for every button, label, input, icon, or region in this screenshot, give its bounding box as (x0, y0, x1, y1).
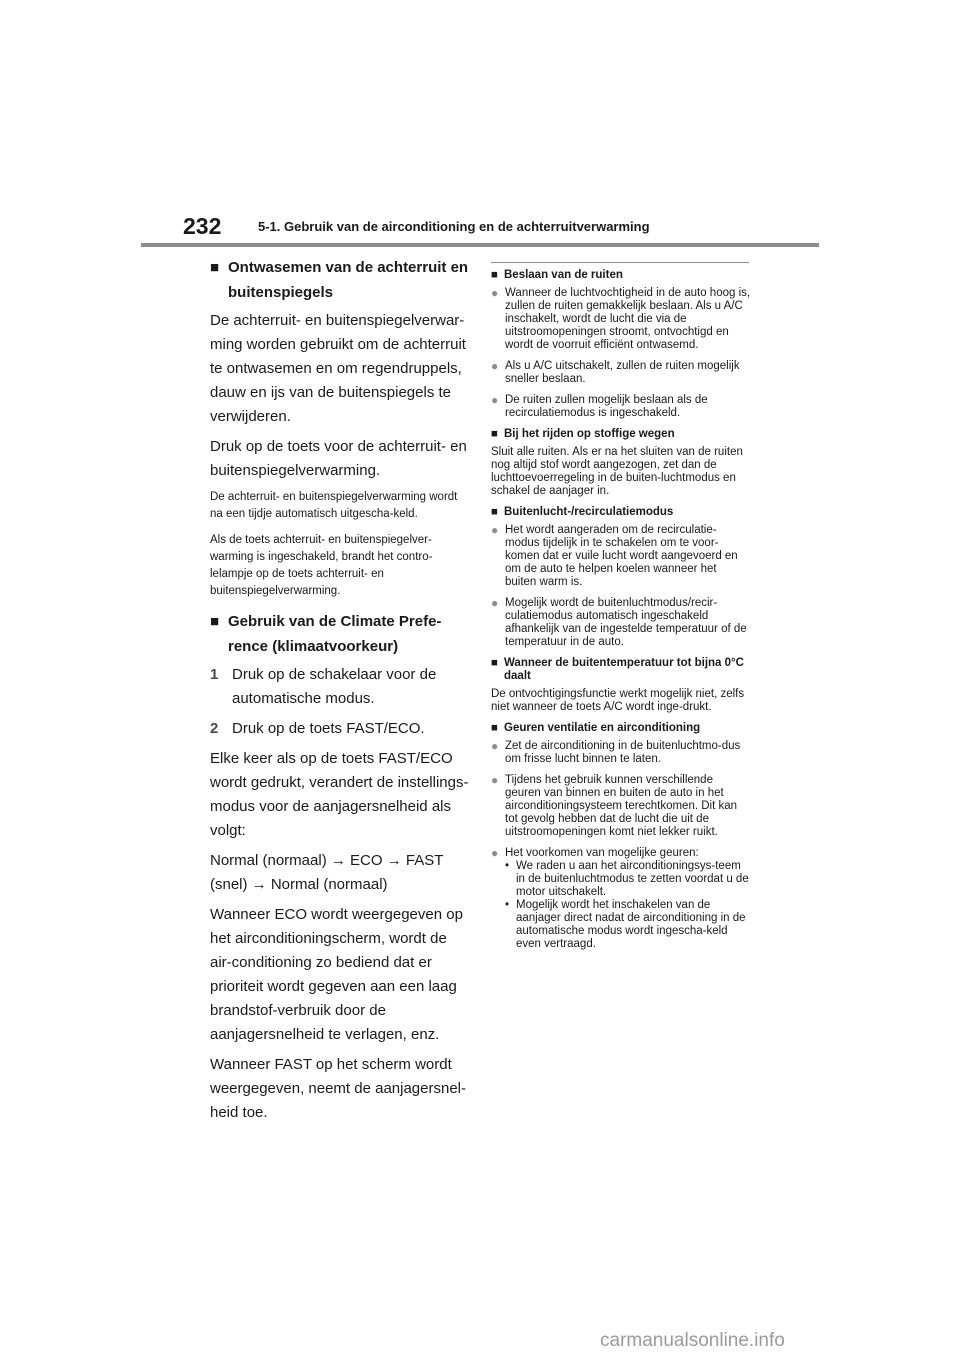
list-item: ● Zet de airconditioning in de buitenluchtmo-dus om frisse lucht binnen te laten. (491, 739, 741, 765)
circle-bullet-icon: ● (491, 359, 499, 373)
list-item: ● Wanneer de luchtvochtigheid in de auto hoog is, zullen de ruiten gemakkelijk beslaan. Als u A/C inschakelt, wordt de lucht die via de uitstroomopeningen stroomt, ontvochtigd en wordt de voorruit efficiënt ontwasemd. (491, 286, 751, 351)
left-column (210, 253, 472, 1131)
note: Als de toets achterruit- en buitenspiegelver-warming is ingeschakeld, brandt het contro-lelampje op de toets achterruit- en buitenspiegelverwarming. (210, 534, 433, 597)
paragraph: De ontvochtigingsfunctie werkt mogelijk niet, zelfs niet wanneer de toets A/C wordt inge-drukt. (491, 688, 745, 713)
heading-dusty-roads: ■ Bij het rijden op stoffige wegen (491, 428, 675, 440)
circle-bullet-icon: ● (491, 846, 499, 860)
heading-climate-preference: ■ Gebruik van de Climate Prefe-rence (klimaatvoorkeur) (210, 609, 472, 659)
heading-fogging: ■ Beslaan van de ruiten (491, 269, 623, 281)
paragraph: Wanneer ECO wordt weergegeven op het airconditioningscherm, wordt de air-conditioning zo bediend dat er prioriteit wordt gegeven aan een laag brandstof-verbruik door de aanjagersnelheid te verlagen, enz. (210, 906, 463, 1043)
paragraph: Elke keer als op de toets FAST/ECO wordt gedrukt, verandert de instellings-modus voor de aanjagersnelheid als volgt: (210, 750, 469, 839)
paragraph: Sluit alle ruiten. Als er na het sluiten van de ruiten nog altijd stof wordt aangezogen, zet dan de luchttoevoerregeling in de buiten-luchtmodus en schakel de aanjager in. (491, 446, 743, 497)
column-divider (491, 262, 749, 263)
circle-bullet-icon: ● (491, 393, 499, 407)
heading-odors: ■ Geuren ventilatie en airconditioning (491, 722, 701, 734)
list-item: ● Het voorkomen van mogelijke geuren: (491, 846, 699, 860)
right-column (491, 262, 751, 951)
step-2: 2 Druk op de toets FAST/ECO. (210, 717, 472, 741)
sub-list-item: • We raden u aan het airconditioningsys-teem in de buitenluchtmodus te zetten voordat u de motor uitschakelt. (505, 860, 749, 898)
heading-defog: ■ Ontwasemen van de achterruit en buitenspiegels (210, 255, 472, 305)
header-divider (141, 243, 819, 247)
circle-bullet-icon: ● (491, 286, 499, 300)
step-1: 1 Druk op de schakelaar voor de automatische modus. (210, 663, 472, 711)
note: De achterruit- en buitenspiegelverwarming wordt na een tijdje automatisch uitgescha-keld. (210, 491, 458, 520)
sub-list-item: • Mogelijk wordt het inschakelen van de aanjager direct nadat de airconditioning in de automatische modus wordt ingescha-keld even vertraagd. (505, 899, 746, 950)
paragraph: De achterruit- en buitenspiegelverwar-ming worden gebruikt om de achterruit te ontwasemen en om regendruppels, dauw en ijs van de buitenspiegels te verwijderen. (210, 312, 466, 425)
circle-bullet-icon: ● (491, 773, 499, 787)
circle-bullet-icon: ● (491, 523, 499, 537)
section-title: 5-1. Gebruik van de airconditioning en de achterruitverwarming (258, 219, 650, 234)
square-bullet-icon: ■ (491, 722, 498, 734)
square-bullet-icon: ■ (210, 259, 220, 276)
list-item: ● Als u A/C uitschakelt, zullen de ruiten mogelijk sneller beslaan. (491, 359, 740, 385)
paragraph: Druk op de toets voor de achterruit- en buitenspiegelverwarming. (210, 438, 467, 479)
square-bullet-icon: ■ (491, 269, 498, 281)
list-item: ● Mogelijk wordt de buitenluchtmodus/recir-culatiemodus automatisch ingeschakeld afhankelijk van de ingestelde temperatuur of de temperatuur in de auto. (491, 596, 747, 648)
step-number: 2 (210, 720, 219, 737)
page-header (0, 0, 960, 250)
dot-bullet-icon: • (505, 860, 510, 872)
list-item: ● De ruiten zullen mogelijk beslaan als de recirculatiemodus is ingeschakeld. (491, 393, 708, 419)
list-item: ● Het wordt aangeraden om de recirculatie-modus tijdelijk in te schakelen om te voor-komen dat er vuile lucht wordt aangevoerd en om de auto te helpen koelen wanneer het buiten warm is. (491, 523, 738, 588)
circle-bullet-icon: ● (491, 596, 499, 610)
list-item: ● Tijdens het gebruik kunnen verschillende geuren van binnen en buiten de auto in het airconditioningsysteem terechtkomen. Dit kan tot gevolg hebben dat de lucht die uit de uitstroomopeningen komt niet lekker ruikt. (491, 773, 738, 838)
watermark: carmanualsonline.info (600, 1330, 785, 1351)
square-bullet-icon: ■ (210, 613, 220, 630)
step-number: 1 (210, 666, 219, 683)
paragraph: Wanneer FAST op het scherm wordt weergegeven, neemt de aanjagersnel-heid toe. (210, 1056, 467, 1121)
square-bullet-icon: ■ (491, 657, 498, 669)
circle-bullet-icon: ● (491, 739, 499, 753)
square-bullet-icon: ■ (491, 428, 498, 440)
heading-recirculation: ■ Buitenlucht-/recirculatiemodus (491, 506, 674, 518)
square-bullet-icon: ■ (491, 506, 498, 518)
dot-bullet-icon: • (505, 899, 510, 911)
paragraph: Normal (normaal) → ECO → FAST (snel) → Normal (normaal) (210, 852, 444, 893)
heading-low-temperature: ■ Wanneer de buitentemperatuur tot bijna 0°C daalt (491, 657, 744, 682)
page-number: 232 (183, 213, 222, 239)
